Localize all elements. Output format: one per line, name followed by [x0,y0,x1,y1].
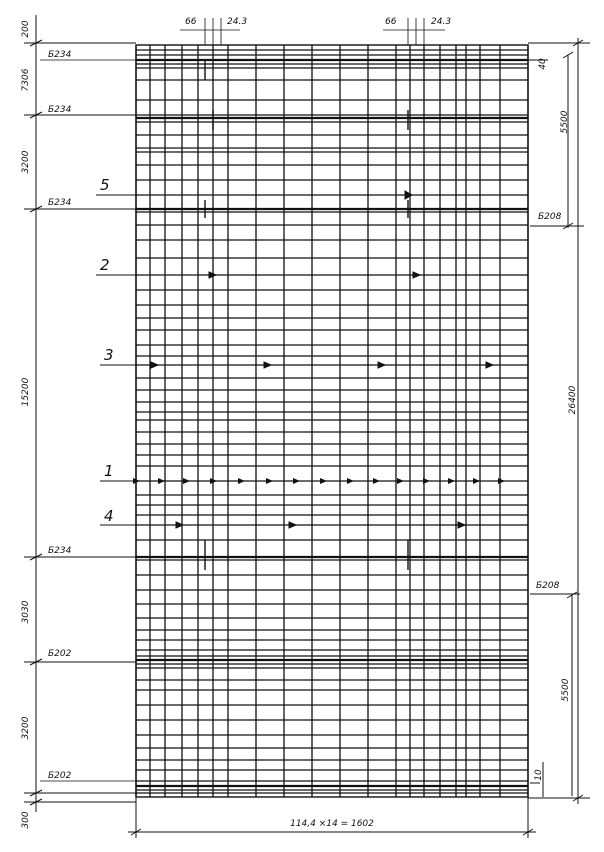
dim-right-top-small: 40 [538,58,548,70]
callout-1: 1 [104,462,114,480]
label-right-1: Б208 [538,212,562,222]
label-right-2: Б208 [536,581,560,591]
label-left-6: Б202 [48,771,72,781]
arrow-head [266,478,273,484]
callouts [96,191,505,528]
arrow-head [320,478,327,484]
dim-left-1: 200 [21,20,31,38]
mesh-outline [136,45,528,797]
bottom-dimension [128,797,536,838]
label-left-4: Б234 [48,546,72,556]
arrow-head [448,478,455,484]
callout-5: 5 [100,176,110,194]
dim-left-5: 3030 [21,600,31,624]
dim-top-right-a: 66 [385,17,397,27]
dim-right-bottom-span: 5500 [561,678,571,702]
callout-4: 4 [104,507,114,525]
mesh-grid [136,45,528,797]
callout-3: 3 [104,346,114,364]
dim-left-4: 15200 [21,377,31,407]
arrow-head [158,478,165,484]
arrow-head [473,478,480,484]
top-dimensions [180,17,451,45]
arrow-head [238,478,245,484]
arrow-head [423,478,430,484]
dim-right-top-span: 5500 [560,110,570,134]
arrow-head [373,478,380,484]
label-left-1: Б234 [48,50,72,60]
arrow-head [498,478,505,484]
dim-right-bottom-small: 10 [534,769,544,781]
label-left-3: Б234 [48,198,72,208]
left-dimension-chain [21,15,136,829]
arrow-head [347,478,354,484]
arrow-head [293,478,300,484]
callout-2: 2 [100,256,110,274]
dim-left-7: 300 [21,811,31,829]
dim-left-6: 3200 [21,716,31,740]
arrow-head [397,478,404,484]
left-bar-labels [40,50,136,781]
dim-top-right-b: 24.3 [431,17,452,27]
arrow-head [183,478,190,484]
label-left-5: Б202 [48,649,72,659]
label-left-2: Б234 [48,105,72,115]
dim-left-3: 3200 [21,150,31,174]
right-dimension-chain [528,38,590,804]
dim-left-2: 7306 [21,68,31,92]
dim-top-left-b: 24.3 [227,17,248,27]
dim-right-total: 26400 [568,385,578,415]
dim-bottom: 114,4 ×14 = 1602 [290,819,374,829]
dim-top-left-a: 66 [185,17,197,27]
